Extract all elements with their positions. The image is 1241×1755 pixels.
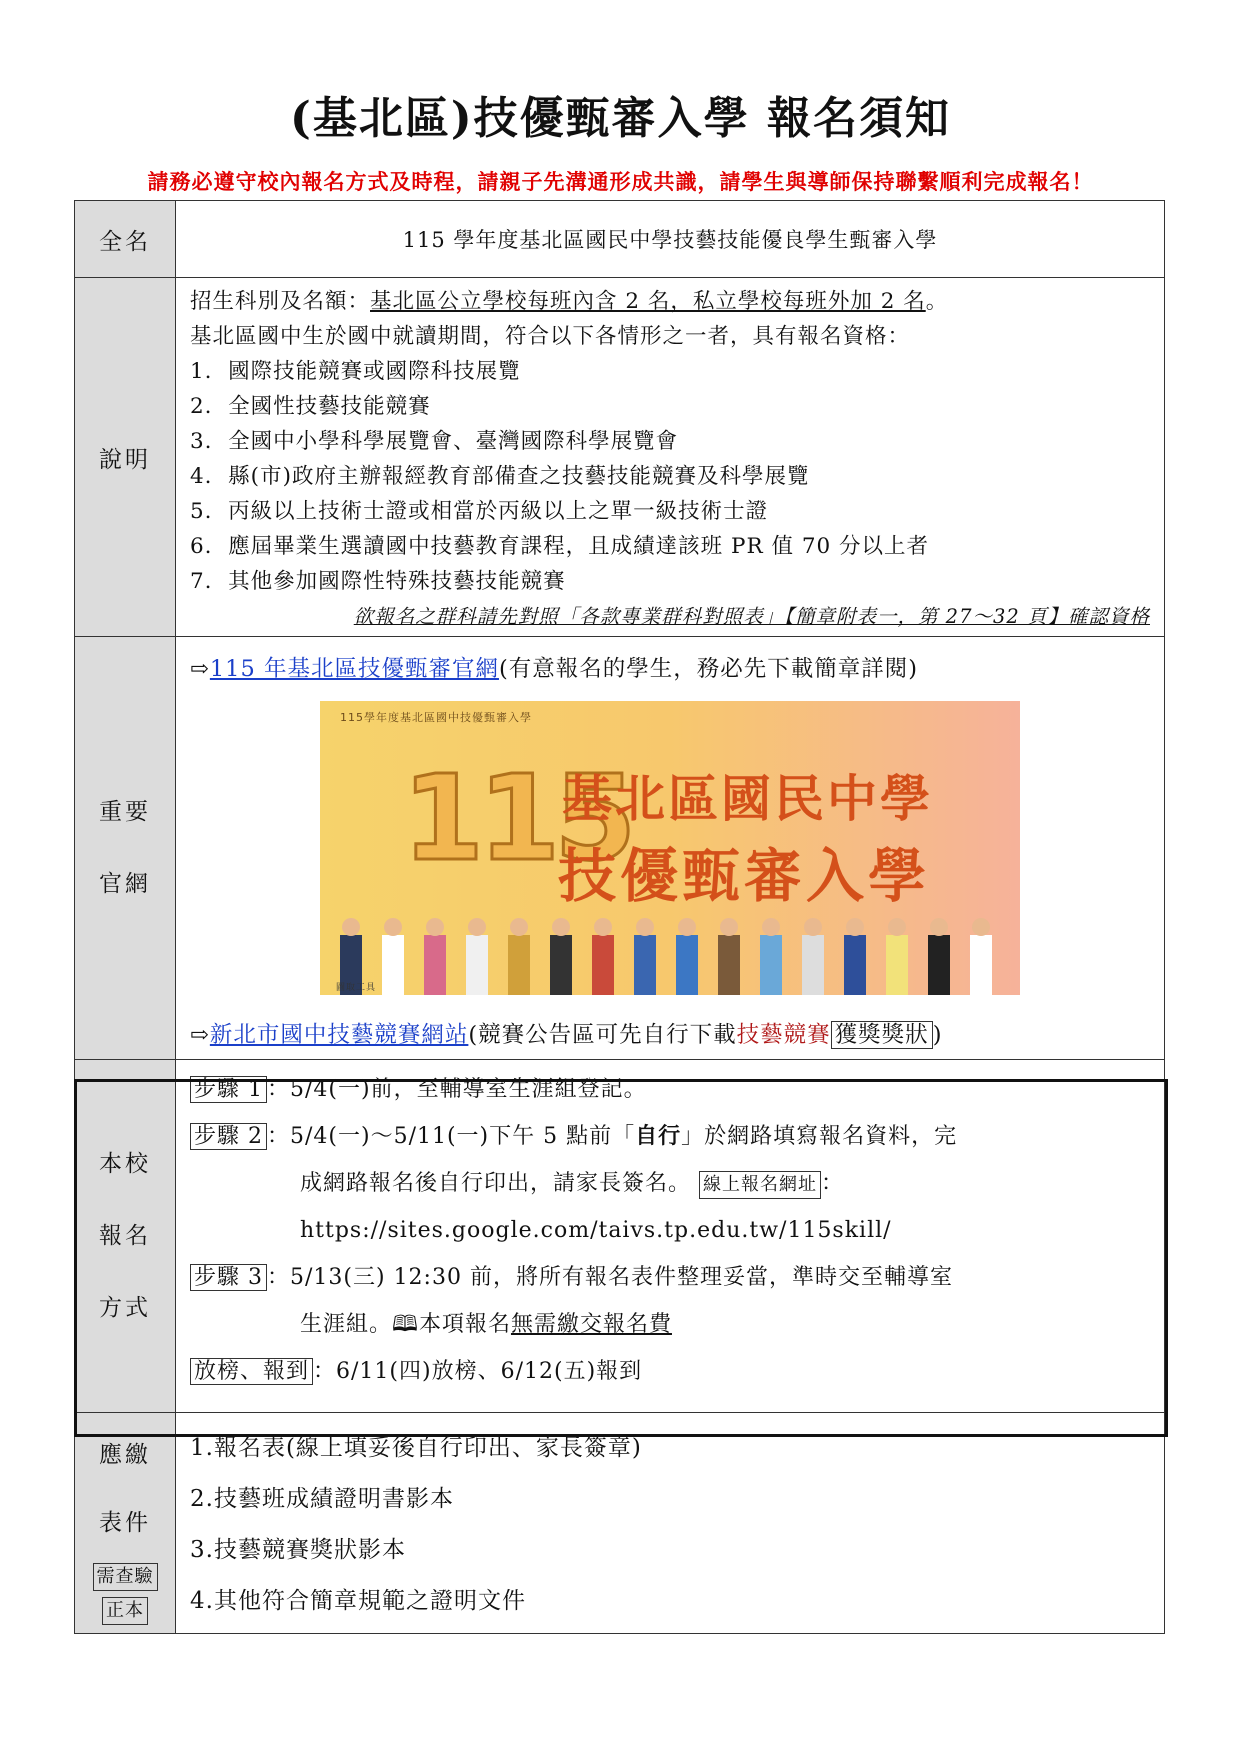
step-1 <box>190 1066 1154 1113</box>
eligibility-item: 6. 應屆畢業生選讀國中技藝教育課程，且成績達該班 PR 值 70 分以上者 <box>190 534 930 559</box>
warning-notice: 請務必遵守校內報名方式及時程，請親子先溝通形成共識，請學生與導師保持聯繫順利完成報名！ <box>147 169 1094 194</box>
online-registration-url[interactable]: https://sites.google.com/taivs.tp.edu.tw/115skill/ <box>300 1218 892 1243</box>
page-title: (基北區)技優甄審入學 報名須知 <box>290 93 951 144</box>
step-2-url-line <box>190 1207 1154 1254</box>
step-2 <box>190 1113 1154 1160</box>
step-2-line2-text: 成網路報名後自行印出，請家長簽名。 <box>300 1171 692 1196</box>
banner-line2: 技優甄審入學 <box>558 842 931 910</box>
label-documents-line1: 應繳 <box>99 1442 151 1468</box>
online-url-tag: 線上報名網址 <box>699 1171 821 1199</box>
eligibility-item: 5. 丙級以上技術士證或相當於丙級以上之單一級技術士證 <box>190 499 769 524</box>
eligibility-item: 3. 全國中小學科學展覽會、臺灣國際科學展覽會 <box>190 429 679 454</box>
step-2-line2 <box>190 1160 1154 1207</box>
description-content <box>176 278 1165 637</box>
announcement <box>190 1348 1154 1395</box>
label-registration-line1: 本校 <box>99 1151 151 1177</box>
step-2-tag: 步驟 2 <box>190 1123 267 1150</box>
eligibility-note: 欲報名之群科請先對照「各款專業群科對照表」【簡章附表一，第 27～32 頁】確認資格 <box>353 605 1150 628</box>
quota-prefix: 招生科別及名額： <box>190 289 371 314</box>
documents-content <box>176 1413 1165 1634</box>
label-websites-line2: 官網 <box>99 871 151 897</box>
no-fee-notice: 無需繳交報名費 <box>510 1312 672 1337</box>
step-3 <box>190 1254 1154 1301</box>
row-websites <box>75 637 1165 1060</box>
label-description: 說明 <box>75 278 176 637</box>
competition-site-note-end: ) <box>932 1022 943 1048</box>
label-registration-line3: 方式 <box>99 1295 151 1321</box>
document-item: 2.技藝班成績證明書影本 <box>190 1486 454 1512</box>
step-2-text-a: ：5/4(一)～5/11(一)下午 5 點前「 <box>267 1124 636 1149</box>
eligibility-item: 1. 國際技能競賽或國際科技展覽 <box>190 359 521 384</box>
label-websites <box>75 637 176 1060</box>
document-item: 1.報名表(線上填妥後自行印出、家長簽章) <box>190 1435 642 1461</box>
quota-text: 基北區公立學校每班內含 2 名，私立學校每班外加 2 名 <box>370 289 926 314</box>
banner-line1: 基北區國民中學 <box>562 770 933 828</box>
competition-highlight: 技藝競賽 <box>736 1022 831 1048</box>
step-3-text: ：5/13(三) 12:30 前，將所有報名表件整理妥當，準時交至輔導室 <box>267 1265 953 1290</box>
eligibility-item: 2. 全國性技藝技能競賽 <box>190 394 431 419</box>
websites-content <box>176 637 1165 1060</box>
competition-site-note: (競賽公告區可先自行下載 <box>468 1022 737 1048</box>
banner-number: 115 <box>402 749 631 887</box>
quota-suffix: 。 <box>925 289 949 314</box>
step-2-text-b: 」於網路填寫報名資料，完 <box>681 1124 958 1149</box>
award-certificate-tag: 獲獎獎狀 <box>831 1021 933 1049</box>
arrow-right-icon: ⇨ <box>190 1022 210 1048</box>
official-site-link[interactable]: 115 年基北區技優甄審官網 <box>209 656 499 682</box>
row-description <box>75 278 1165 637</box>
step-1-tag: 步驟 1 <box>190 1076 267 1103</box>
banner-credit: 圖取工具 <box>336 983 377 993</box>
online-url-colon: ： <box>821 1171 845 1196</box>
row-documents <box>75 1413 1165 1634</box>
step-3-line2-text: 生涯組。🕮本項報名 <box>300 1312 511 1337</box>
original-copy-badge: 正本 <box>102 1597 148 1625</box>
label-registration-line2: 報名 <box>99 1223 151 1249</box>
quota-line <box>190 284 1154 319</box>
step-3-line2 <box>190 1301 1154 1348</box>
step-3-tag: 步驟 3 <box>190 1264 267 1291</box>
row-full-name <box>75 201 1165 278</box>
verify-original-badge: 需查驗 <box>93 1563 158 1591</box>
step-1-text: ：5/4(一)前，至輔導室生涯組登記。 <box>267 1077 647 1102</box>
label-documents <box>75 1413 176 1634</box>
banner-subtitle: 115學年度基北區國中技優甄審入學 <box>340 711 532 724</box>
competition-site-line <box>190 1017 1154 1049</box>
row-registration <box>75 1060 1165 1413</box>
label-websites-line1: 重要 <box>99 799 151 825</box>
step-2-bold: 自行 <box>635 1123 682 1149</box>
announcement-text: ：6/11(四)放榜、6/12(五)報到 <box>313 1359 643 1384</box>
program-full-name: 115 學年度基北區國民中學技藝技能優良學生甄審入學 <box>176 201 1165 278</box>
program-banner-image <box>320 701 1020 995</box>
label-registration <box>75 1060 176 1413</box>
document-item: 3.技藝競賽獎狀影本 <box>190 1537 406 1563</box>
registration-content <box>176 1060 1165 1413</box>
official-site-line <box>190 651 1154 683</box>
announcement-tag: 放榜、報到 <box>190 1358 313 1385</box>
eligibility-item: 4. 縣(市)政府主辦報經教育部備查之技藝技能競賽及科學展覽 <box>190 464 810 489</box>
official-site-note: (有意報名的學生，務必先下載簡章詳閱) <box>498 656 919 682</box>
info-table <box>74 200 1165 1634</box>
banner-people-illustration <box>320 905 1020 995</box>
eligibility-intro: 基北區國中生於國中就讀期間，符合以下各情形之一者，具有報名資格： <box>190 324 911 349</box>
label-full-name: 全名 <box>75 201 176 278</box>
competition-site-link[interactable]: 新北市國中技藝競賽網站 <box>209 1022 469 1048</box>
document-item: 4.其他符合簡章規範之證明文件 <box>190 1588 526 1614</box>
arrow-right-icon: ⇨ <box>190 656 210 682</box>
label-documents-line2: 表件 <box>99 1510 151 1536</box>
eligibility-item: 7. 其他參加國際性特殊技藝技能競賽 <box>190 569 566 594</box>
